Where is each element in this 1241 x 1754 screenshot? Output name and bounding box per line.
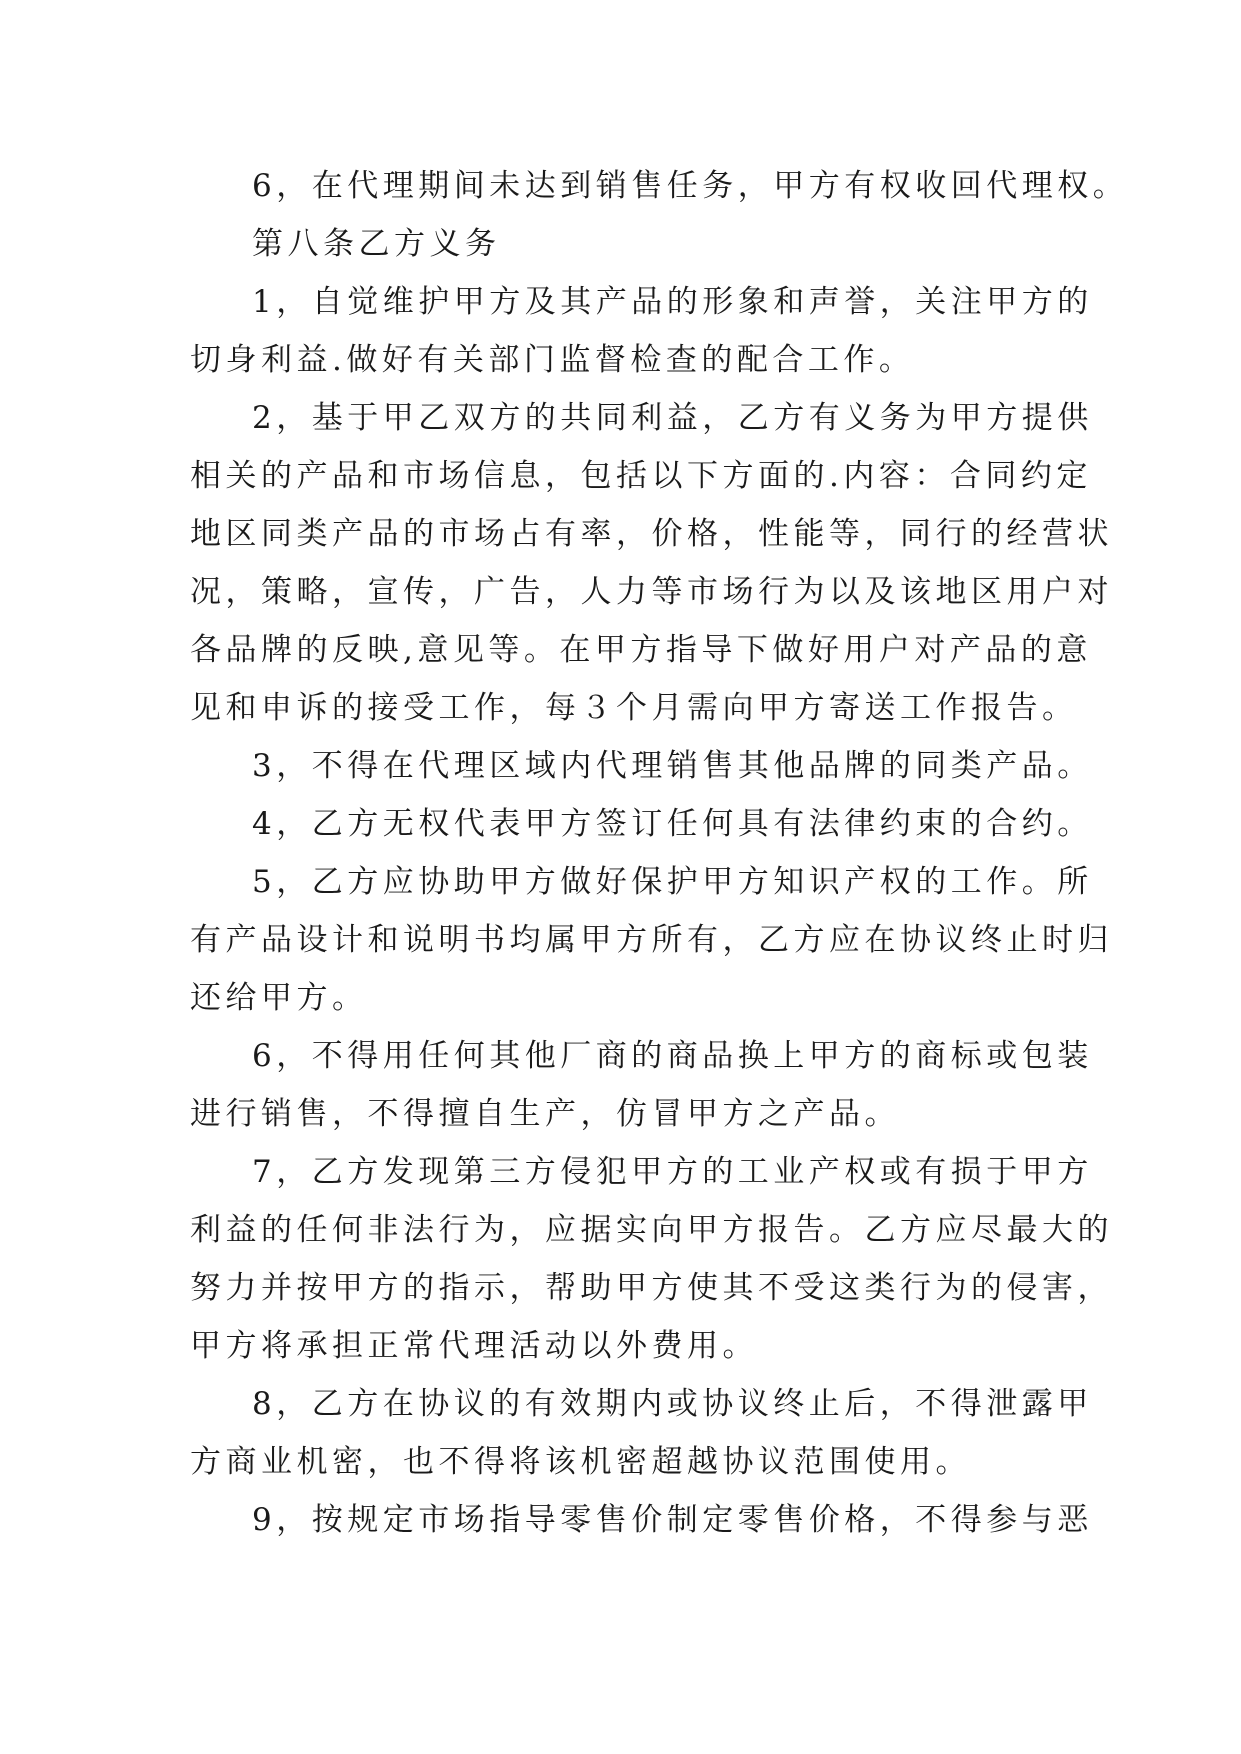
paragraph-line: 方商业机密，也不得将该机密超越协议范围使用。 [190,1444,971,1480]
paragraph-line: 5，乙方应协助甲方做好保护甲方知识产权的工作。所 [252,864,1093,900]
paragraph-line: 况，策略，宣传，广告，人力等市场行为以及该地区用户对 [190,574,1113,610]
paragraph-line: 相关的产品和市场信息，包括以下方面的.内容：合同约定 [190,458,1092,494]
paragraph-line: 努力并按甲方的指示，帮助甲方使其不受这类行为的侵害， [190,1270,1113,1306]
paragraph-line: 2，基于甲乙双方的共同利益，乙方有义务为甲方提供 [252,400,1093,436]
paragraph-line: 7，乙方发现第三方侵犯甲方的工业产权或有损于甲方 [252,1154,1093,1190]
paragraph-line: 1，自觉维护甲方及其产品的形象和声誉，关注甲方的 [252,284,1093,320]
paragraph-line: 有产品设计和说明书均属甲方所有，乙方应在协议终止时归 [190,922,1113,958]
paragraph-line: 切身利益.做好有关部门监督检查的配合工作。 [190,342,915,378]
paragraph-line: 地区同类产品的市场占有率，价格，性能等，同行的经营状 [190,516,1113,552]
paragraph-line: 4，乙方无权代表甲方签订任何具有法律约束的合约。 [252,806,1093,842]
paragraph-line: 进行销售，不得擅自生产，仿冒甲方之产品。 [190,1096,900,1132]
paragraph-line: 3，不得在代理区域内代理销售其他品牌的同类产品。 [252,748,1093,784]
paragraph-line: 8，乙方在协议的有效期内或协议终止后，不得泄露甲 [252,1386,1093,1422]
paragraph-line: 还给甲方。 [190,980,368,1016]
paragraph-line: 利益的任何非法行为，应据实向甲方报告。乙方应尽最大的 [190,1212,1113,1248]
paragraph-line: 见和申诉的接受工作，每３个月需向甲方寄送工作报告。 [190,690,1078,726]
paragraph-line: 9，按规定市场指导零售价制定零售价格，不得参与恶 [252,1502,1093,1538]
paragraph-line: 甲方将承担正常代理活动以外费用。 [190,1328,758,1364]
paragraph-line: 6，在代理期间未达到销售任务，甲方有权收回代理权。 [252,168,1129,204]
paragraph-line: 6，不得用任何其他厂商的商品换上甲方的商标或包装 [252,1038,1093,1074]
paragraph-line: 各品牌的反映,意见等。在甲方指导下做好用户对产品的意 [190,632,1092,668]
section-heading: 第八条乙方义务 [252,226,501,262]
